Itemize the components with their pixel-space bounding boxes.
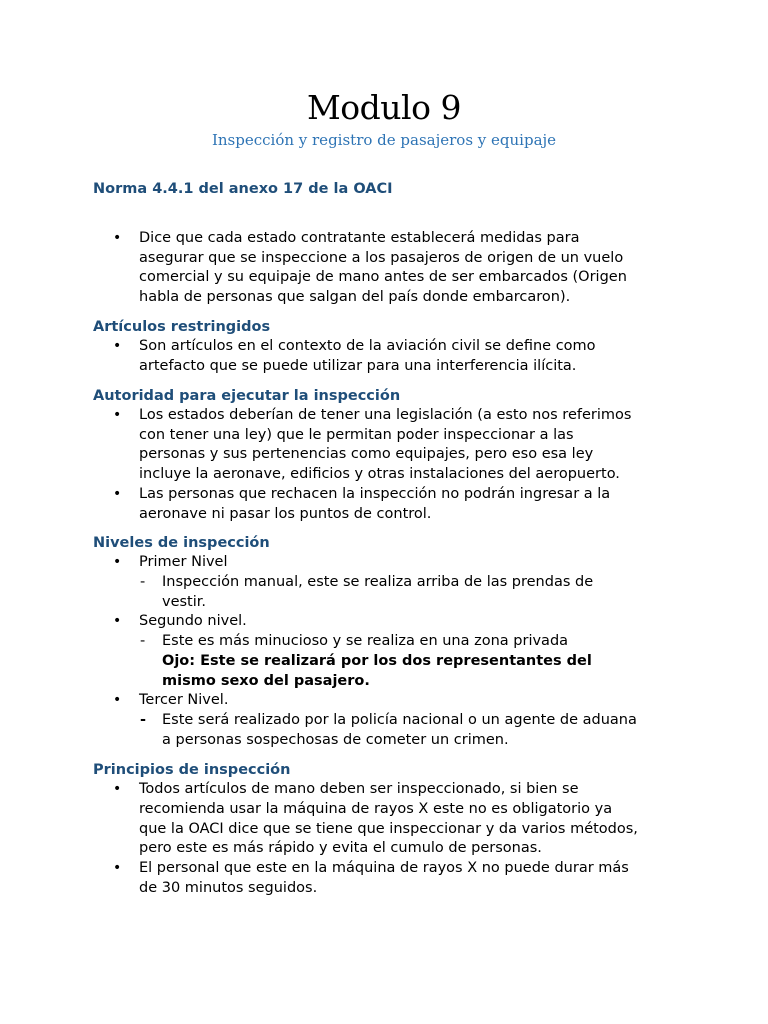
articulos-item-line: Son artículos en el contexto de la aviación civil se define como: [139, 338, 596, 354]
nivel-detail-line: Inspección manual, este se realiza arriba de las prendas de: [162, 574, 594, 590]
section-heading-norma: Norma 4.4.1 del anexo 17 de la OACI: [93, 181, 393, 197]
nivel-label: Tercer Nivel.: [139, 692, 229, 708]
norma-item-line: comercial y su equipaje de mano antes de ser embarcados (Origen: [139, 269, 627, 285]
section-heading-articulos: Artículos restringidos: [93, 319, 271, 335]
autoridad-item-line: Las personas que rechacen la inspección no podrán ingresar a la: [139, 486, 611, 502]
bullet-icon: •: [113, 338, 122, 354]
principios-item-line: de 30 minutos seguidos.: [139, 880, 318, 896]
nivel-detail-line: vestir.: [162, 594, 207, 610]
nivel-label: Primer Nivel: [139, 554, 228, 570]
autoridad-item-line: Los estados deberían de tener una legislación (a esto nos referimos: [139, 407, 632, 423]
principios-item-line: Todos artículos de mano deben ser inspeccionado, si bien se: [139, 781, 579, 797]
bullet-icon: •: [113, 486, 122, 502]
nivel-label: Segundo nivel.: [139, 613, 247, 629]
section-heading-autoridad: Autoridad para ejecutar la inspección: [93, 388, 401, 404]
bullet-icon: •: [113, 692, 122, 708]
nivel-detail-line: a personas sospechosas de cometer un crimen.: [162, 732, 509, 748]
section-heading-niveles: Niveles de inspección: [93, 535, 270, 551]
dash-icon: -: [140, 574, 146, 590]
autoridad-item-line: personas y sus pertenencias como equipajes, pero eso esa ley: [139, 446, 594, 462]
nivel-detail-line: Este será realizado por la policía nacional o un agente de aduana: [162, 712, 637, 728]
nivel-note-line: Ojo: Este se realizará por los dos representantes del: [162, 653, 592, 669]
bullet-icon: •: [113, 407, 122, 423]
principios-item-line: recomienda usar la máquina de rayos X este no es obligatorio ya: [139, 801, 613, 817]
bullet-icon: •: [113, 554, 122, 570]
dash-icon: -: [140, 633, 146, 649]
page-subtitle: Inspección y registro de pasajeros y equipaje: [211, 131, 557, 149]
nivel-note-line: mismo sexo del pasajero.: [162, 673, 370, 689]
bullet-icon: •: [113, 230, 122, 246]
bullet-icon: •: [113, 781, 122, 797]
nivel-detail-line: Este es más minucioso y se realiza en una zona privada: [162, 633, 569, 649]
section-heading-principios: Principios de inspección: [93, 762, 291, 778]
norma-item-line: asegurar que se inspeccione a los pasajeros de origen de un vuelo: [139, 250, 624, 266]
autoridad-item-line: aeronave ni pasar los puntos de control.: [139, 506, 432, 522]
autoridad-item-line: incluye la aeronave, edificios y otras instalaciones del aeropuerto.: [139, 466, 620, 482]
page-title: Modulo 9: [307, 88, 461, 127]
norma-item-line: Dice que cada estado contratante establecerá medidas para: [139, 230, 580, 246]
principios-item-line: pero este es más rápido y evita el cumulo de personas.: [139, 840, 542, 856]
articulos-item-line: artefacto que se puede utilizar para una interferencia ilícita.: [139, 358, 577, 374]
bullet-icon: •: [113, 860, 122, 876]
norma-item-line: habla de personas que salgan del país donde embarcaron).: [139, 289, 571, 305]
bullet-icon: •: [113, 613, 122, 629]
dash-icon: -: [140, 712, 147, 728]
autoridad-item-line: con tener una ley) que le permitan poder inspeccionar a las: [139, 427, 574, 443]
principios-item-line: El personal que este en la máquina de rayos X no puede durar más: [139, 860, 629, 876]
principios-item-line: que la OACI dice que se tiene que inspeccionar y da varios métodos,: [139, 821, 638, 837]
